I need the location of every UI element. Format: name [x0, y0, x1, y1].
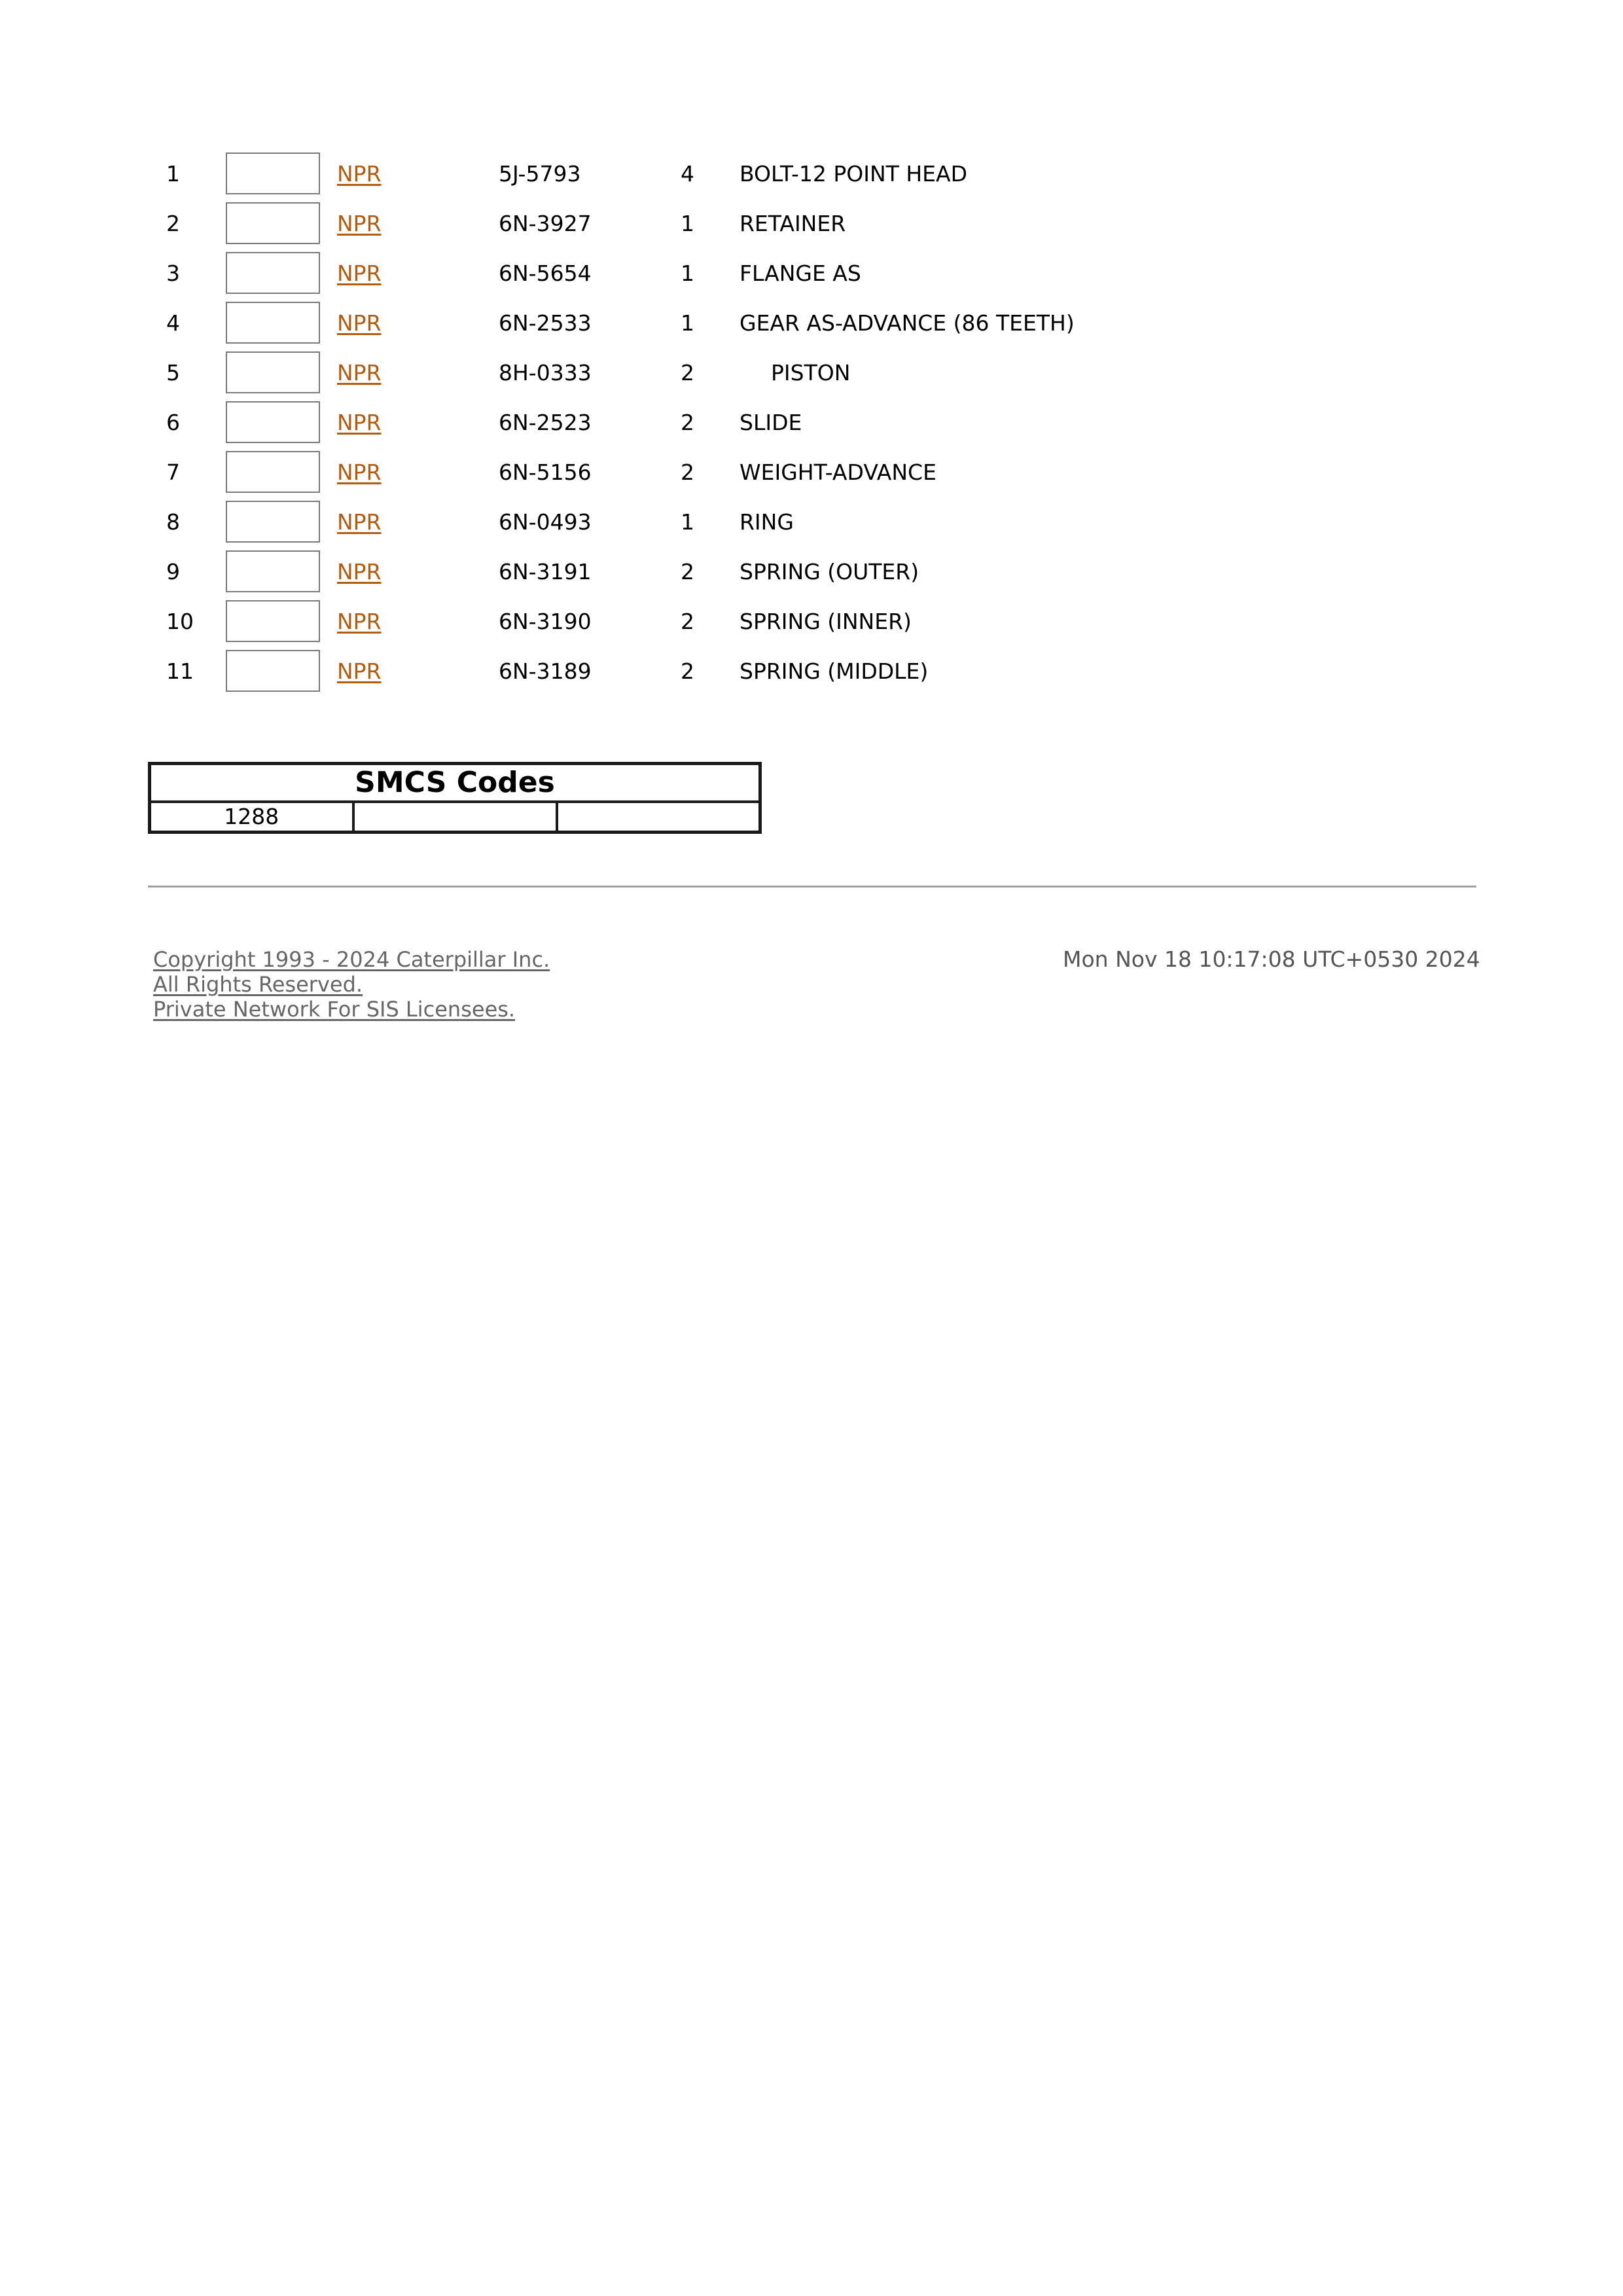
- rights-reserved-link[interactable]: All Rights Reserved.: [153, 972, 363, 997]
- part-description: SLIDE: [740, 410, 802, 435]
- part-number: 6N-3189: [499, 658, 592, 684]
- part-quantity-input-box[interactable]: [226, 401, 320, 443]
- part-description: BOLT-12 POINT HEAD: [740, 161, 967, 187]
- part-row: [0, 398, 1623, 448]
- part-quantity-input-box[interactable]: [226, 351, 320, 393]
- part-item-number: 9: [166, 559, 180, 584]
- part-quantity-input-box[interactable]: [226, 600, 320, 642]
- npr-link[interactable]: NPR: [337, 658, 382, 684]
- part-description: FLANGE AS: [740, 260, 861, 286]
- page-timestamp: Mon Nov 18 10:17:08 UTC+0530 2024: [1063, 946, 1480, 972]
- part-quantity-input-box[interactable]: [226, 501, 320, 543]
- part-quantity-input-box[interactable]: [226, 152, 320, 194]
- part-row: [0, 298, 1623, 348]
- part-item-number: 2: [166, 211, 180, 236]
- npr-link[interactable]: NPR: [337, 161, 382, 187]
- part-quantity: 2: [681, 360, 694, 386]
- npr-link[interactable]: NPR: [337, 410, 382, 435]
- smcs-codes-table: [148, 762, 762, 834]
- smcs-code-cell: [353, 802, 557, 833]
- part-item-number: 3: [166, 260, 180, 286]
- part-quantity-input-box[interactable]: [226, 451, 320, 493]
- part-quantity: 2: [681, 658, 694, 684]
- part-row: [0, 547, 1623, 597]
- part-quantity-input-box[interactable]: [226, 650, 320, 692]
- npr-link[interactable]: NPR: [337, 559, 382, 584]
- part-item-number: 7: [166, 459, 180, 485]
- part-number: 6N-5654: [499, 260, 592, 286]
- part-item-number: 8: [166, 509, 180, 535]
- part-description: RETAINER: [740, 211, 846, 236]
- part-description: SPRING (OUTER): [740, 559, 919, 584]
- part-description: SPRING (MIDDLE): [740, 658, 929, 684]
- part-quantity-input-box[interactable]: [226, 202, 320, 244]
- part-row: [0, 348, 1623, 398]
- part-description: GEAR AS-ADVANCE (86 TEETH): [740, 310, 1075, 336]
- smcs-codes-row: [150, 802, 760, 833]
- part-quantity: 4: [681, 161, 694, 187]
- part-quantity: 1: [681, 260, 694, 286]
- part-quantity: 2: [681, 609, 694, 634]
- copyright-block: [153, 947, 550, 1022]
- part-quantity: 1: [681, 509, 694, 535]
- part-item-number: 4: [166, 310, 180, 336]
- smcs-code-cell: 1288: [150, 802, 353, 833]
- npr-link[interactable]: NPR: [337, 509, 382, 535]
- part-description: PISTON: [771, 360, 851, 386]
- part-number: 6N-3191: [499, 559, 592, 584]
- part-row: [0, 448, 1623, 497]
- parts-list: [0, 149, 1623, 696]
- part-quantity-input-box[interactable]: [226, 252, 320, 294]
- part-quantity-input-box[interactable]: [226, 302, 320, 344]
- part-row: [0, 199, 1623, 249]
- part-row: [0, 647, 1623, 696]
- part-description: WEIGHT-ADVANCE: [740, 459, 936, 485]
- private-network-link[interactable]: Private Network For SIS Licensees.: [153, 997, 516, 1022]
- part-number: 6N-3190: [499, 609, 592, 634]
- npr-link[interactable]: NPR: [337, 360, 382, 386]
- npr-link[interactable]: NPR: [337, 211, 382, 236]
- part-item-number: 5: [166, 360, 180, 386]
- part-quantity: 1: [681, 211, 694, 236]
- part-number: 6N-2523: [499, 410, 592, 435]
- part-number: 6N-5156: [499, 459, 592, 485]
- part-row: [0, 597, 1623, 647]
- part-row: [0, 497, 1623, 547]
- copyright-link[interactable]: Copyright 1993 - 2024 Caterpillar Inc.: [153, 947, 550, 972]
- npr-link[interactable]: NPR: [337, 310, 382, 336]
- part-quantity: 2: [681, 559, 694, 584]
- part-item-number: 6: [166, 410, 180, 435]
- smcs-codes-title: SMCS Codes: [150, 764, 760, 802]
- part-item-number: 11: [166, 658, 194, 684]
- part-number: 6N-0493: [499, 509, 592, 535]
- part-description: RING: [740, 509, 794, 535]
- part-description: SPRING (INNER): [740, 609, 912, 634]
- part-number: 6N-2533: [499, 310, 592, 336]
- part-quantity: 2: [681, 459, 694, 485]
- part-number: 5J-5793: [499, 161, 581, 187]
- part-row: [0, 249, 1623, 298]
- npr-link[interactable]: NPR: [337, 459, 382, 485]
- npr-link[interactable]: NPR: [337, 260, 382, 286]
- part-row: [0, 149, 1623, 199]
- part-item-number: 10: [166, 609, 194, 634]
- part-quantity-input-box[interactable]: [226, 550, 320, 592]
- part-quantity: 2: [681, 410, 694, 435]
- part-number: 6N-3927: [499, 211, 592, 236]
- npr-link[interactable]: NPR: [337, 609, 382, 634]
- footer-divider: [148, 886, 1476, 888]
- part-quantity: 1: [681, 310, 694, 336]
- part-number: 8H-0333: [499, 360, 592, 386]
- smcs-code-cell: [557, 802, 760, 833]
- part-item-number: 1: [166, 161, 180, 187]
